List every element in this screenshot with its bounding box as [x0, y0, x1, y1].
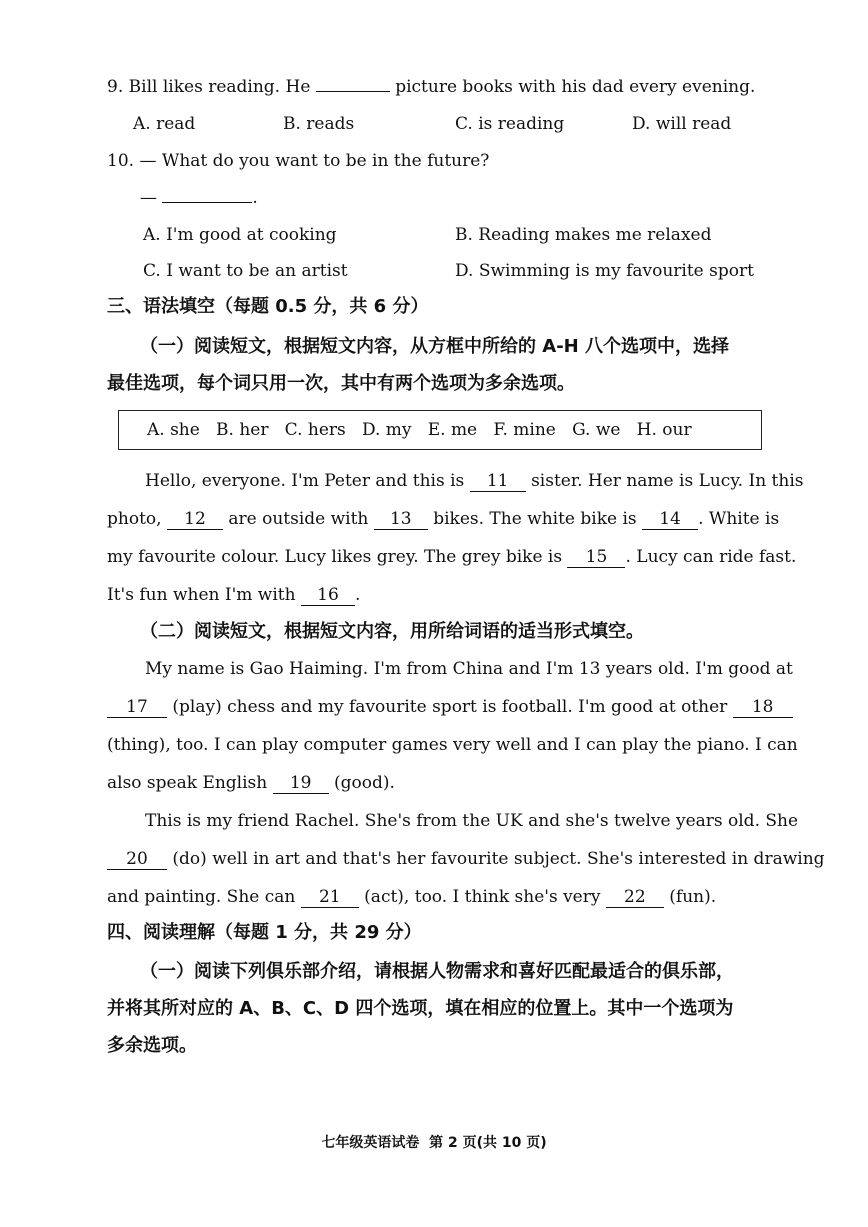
- blank-20[interactable]: 20: [107, 849, 167, 870]
- section-4-instruction-end: 多余选项。: [107, 1035, 197, 1056]
- section-4-instruction: （一）阅读下列俱乐部介绍，请根据人物需求和喜好匹配最适合的俱乐部，: [140, 961, 734, 982]
- passage-2-line-4: [107, 772, 395, 794]
- blank-19[interactable]: 19: [273, 773, 329, 794]
- option-a[interactable]: A. read: [133, 114, 196, 134]
- option-b[interactable]: B. reads: [283, 114, 355, 134]
- blank-21[interactable]: 21: [301, 887, 359, 908]
- passage-text: my favourite colour. Lucy likes grey. The grey bike is: [107, 547, 563, 567]
- section-4-instruction-cont: 并将其所对应的 A、B、C、D 四个选项，填在相应的位置上。其中一个选项为: [107, 998, 734, 1019]
- passage-1-line-3: [107, 546, 796, 568]
- question-9: [107, 76, 755, 98]
- passage-text: Hello, everyone. I'm Peter and this is: [145, 471, 465, 491]
- word-options: A. she B. her C. hers D. my E. me F. mine G. we H. our: [147, 420, 692, 440]
- passage-2-line-2: [107, 696, 793, 718]
- blank-15[interactable]: 15: [567, 547, 625, 568]
- dialogue-dash: —: [139, 151, 157, 171]
- passage-2-line-6: [107, 848, 825, 870]
- passage-text: (act), too. I think she's very: [364, 887, 601, 907]
- option-d[interactable]: D. will read: [632, 114, 732, 134]
- passage-text: . Lucy can ride fast.: [625, 547, 797, 567]
- period: .: [252, 188, 258, 208]
- passage-text: It's fun when I'm with: [107, 585, 296, 605]
- passage-2-line-3: (thing), too. I can play computer games very well and I can play the piano. I can: [107, 735, 798, 755]
- passage-text: also speak English: [107, 773, 268, 793]
- answer-blank[interactable]: [316, 91, 390, 92]
- question-text: Bill likes reading. He: [128, 77, 311, 97]
- passage-1-line-2: [107, 508, 779, 530]
- section-3-part-1-instruction-cont: 最佳选项，每个词只用一次，其中有两个选项为多余选项。: [107, 373, 575, 394]
- passage-text: and painting. She can: [107, 887, 296, 907]
- section-4-title: 四、阅读理解（每题 1 分，共 29 分）: [107, 922, 422, 943]
- option-a[interactable]: A. I'm good at cooking: [143, 225, 337, 245]
- dialogue-dash: —: [140, 188, 157, 208]
- passage-text: (good).: [334, 773, 395, 793]
- word-options-box: [118, 410, 762, 450]
- option-d[interactable]: D. Swimming is my favourite sport: [455, 261, 754, 281]
- blank-17[interactable]: 17: [107, 697, 167, 718]
- option-c[interactable]: C. I want to be an artist: [143, 261, 348, 281]
- passage-text: .: [354, 585, 361, 605]
- passage-1-line-4: [107, 584, 360, 606]
- question-text: What do you want to be in the future?: [161, 151, 490, 171]
- passage-text: are outside with: [228, 509, 369, 529]
- blank-11[interactable]: 11: [470, 471, 526, 492]
- option-b[interactable]: B. Reading makes me relaxed: [455, 225, 712, 245]
- blank-13[interactable]: 13: [374, 509, 428, 530]
- passage-text: (do) well in art and that's her favourite subject. She's interested in drawing: [172, 849, 825, 869]
- passage-text: (fun).: [669, 887, 717, 907]
- blank-16[interactable]: 16: [301, 585, 355, 606]
- section-3-title: 三、语法填空（每题 0.5 分，共 6 分）: [107, 296, 429, 317]
- question-number: 10.: [107, 151, 135, 171]
- question-10: [107, 150, 489, 172]
- passage-2-line-5: This is my friend Rachel. She's from the UK and she's twelve years old. She: [145, 811, 799, 831]
- blank-18[interactable]: 18: [733, 697, 793, 718]
- question-text: picture books with his dad every evening.: [395, 77, 756, 97]
- blank-22[interactable]: 22: [606, 887, 664, 908]
- passage-text: (play) chess and my favourite sport is football. I'm good at other: [172, 697, 728, 717]
- section-3-part-2-instruction: （二）阅读短文，根据短文内容，用所给词语的适当形式填空。: [140, 621, 644, 642]
- passage-text: sister. Her name is Lucy. In this: [531, 471, 804, 491]
- passage-text: photo,: [107, 509, 162, 529]
- option-c[interactable]: C. is reading: [455, 114, 565, 134]
- question-10-answer-line: [140, 187, 258, 209]
- answer-blank[interactable]: [162, 202, 252, 203]
- passage-text: . White is: [698, 509, 780, 529]
- page-footer: 七年级英语试卷 第 2 页(共 10 页): [321, 1135, 547, 1151]
- section-3-part-1-instruction: （一）阅读短文，根据短文内容，从方框中所给的 A-H 八个选项中，选择: [140, 336, 729, 357]
- passage-1-line-1: [145, 470, 804, 492]
- passage-2-line-7: [107, 886, 716, 908]
- question-number: 9.: [107, 77, 124, 97]
- passage-text: bikes. The white bike is: [433, 509, 637, 529]
- passage-2-line-1: My name is Gao Haiming. I'm from China and I'm 13 years old. I'm good at: [145, 659, 793, 679]
- blank-14[interactable]: 14: [642, 509, 698, 530]
- blank-12[interactable]: 12: [167, 509, 223, 530]
